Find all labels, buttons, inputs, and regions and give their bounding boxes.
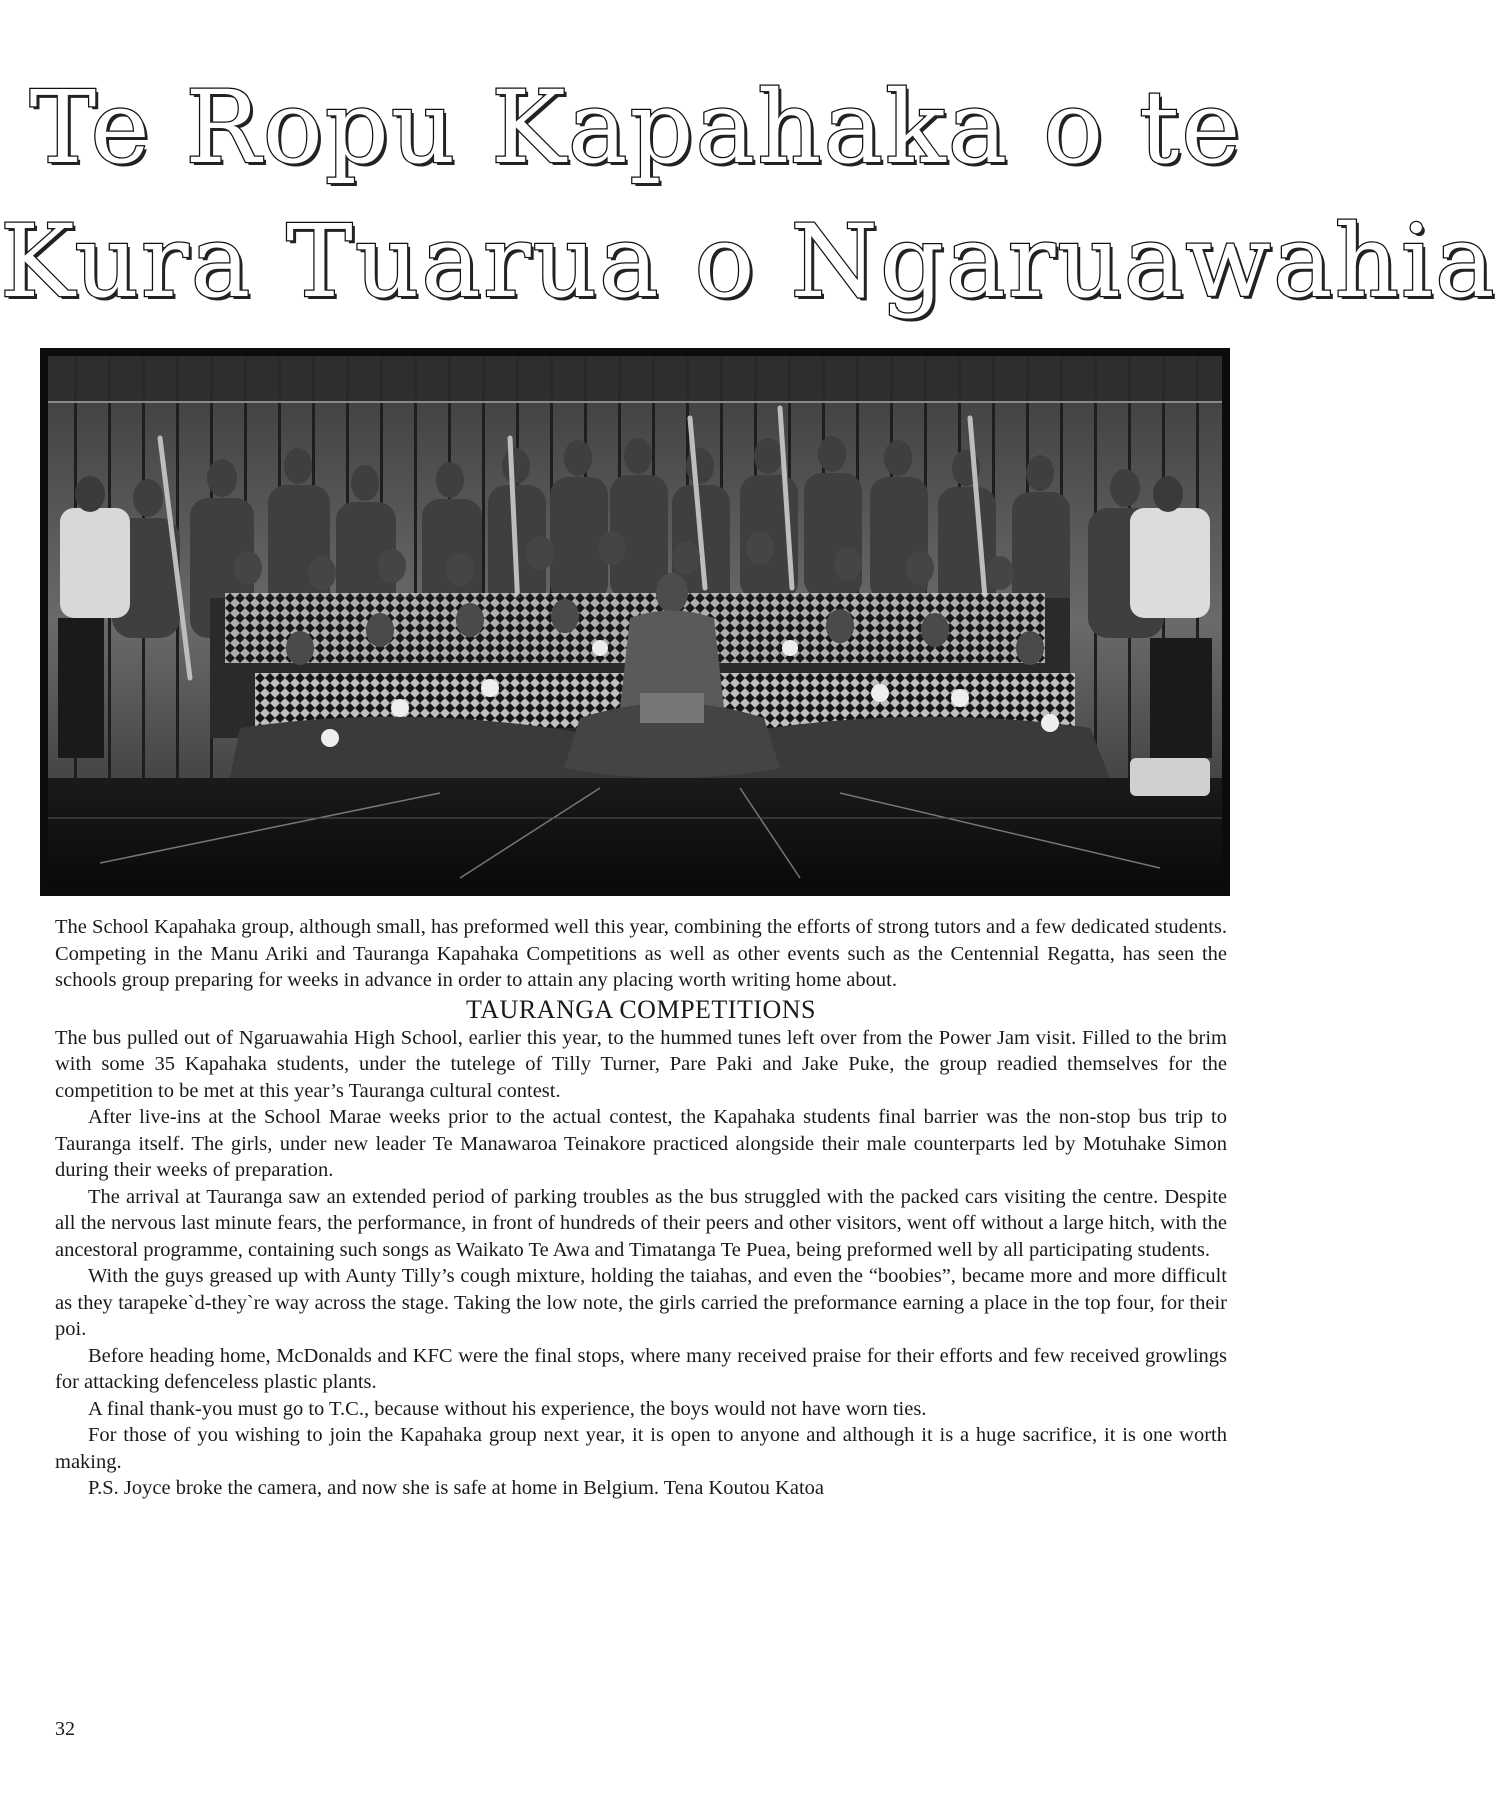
article-paragraph: Before heading home, McDonalds and KFC were the final stops, where many received praise for their efforts and few received growlings for attacking defenceless plastic plants. <box>55 1344 1227 1393</box>
group-photo <box>40 348 1230 896</box>
article-paragraph: P.S. Joyce broke the camera, and now she is safe at home in Belgium. Tena Koutou Katoa <box>88 1477 825 1499</box>
article-paragraph: With the guys greased up with Aunty Tilly’s cough mixture, holding the taiahas, and even the “boobies”, became more and more difficult as they tarapeke`d-they`re way across the stage. Taking the low note, the girls carried the preformance earning a place in the top four, for their poi. <box>55 1265 1227 1340</box>
intro-paragraph: The School Kapahaka group, although small, has preformed well this year, combining the efforts of strong tutors and a few dedicated students. Competing in the Manu Ariki and Tauranga Kapahaka Competitions as well as other events such as the Centennial Regatta, has seen the schools group preparing for weeks in advance in order to attain any placing worth writing home about. <box>55 916 1227 991</box>
page-title-line-2: Kura Tuarua o Ngaruawahia <box>0 203 1497 320</box>
section-heading: TAURANGA COMPETITIONS <box>465 994 817 1024</box>
article-body <box>55 914 1227 1502</box>
article-paragraph: A final thank-you must go to T.C., because without his experience, the boys would not have worn ties. <box>88 1397 927 1420</box>
article-paragraph: After live-ins at the School Marae weeks prior to the actual contest, the Kapahaka students final barrier was the non-stop bus trip to Tauranga itself. The girls, under new leader Te Manawaroa Teinakore practiced alongside their male counterparts led by Motuhake Simon during their weeks of preparation. <box>55 1106 1227 1181</box>
article-paragraph: The arrival at Tauranga saw an extended period of parking troubles as the bus struggled with the packed cars visiting the centre. Despite all the nervous last minute fears, the performance, in front of hundreds of their peers and other visitors, went off without a large hitch, with the ancestoral programme, containing such songs as Waikato Te Awa and Timatanga Te Puea, being preformed well by all participating students. <box>55 1185 1227 1261</box>
article-paragraph: For those of you wishing to join the Kapahaka group next year, it is open to anyone and although it is a huge sacrifice, it is one worth making. <box>55 1424 1227 1473</box>
article-paragraph: The bus pulled out of Ngaruawahia High School, earlier this year, to the hummed tunes left over from the Power Jam visit. Filled to the brim with some 35 Kapahaka students, under the tutelege of Tilly Turner, Pare Paki and Jake Puke, the group readied themselves for the competition to be met at this year’s Tauranga cultural contest. <box>55 1026 1227 1102</box>
page-title-line-1: Te Ropu Kapahaka o te <box>29 69 1243 186</box>
page-number: 32 <box>55 1718 75 1740</box>
